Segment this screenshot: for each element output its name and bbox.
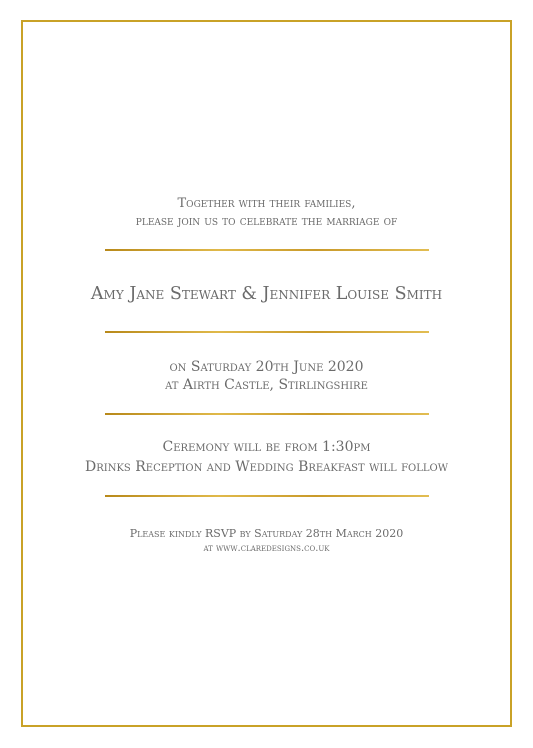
schedule — [0, 437, 533, 477]
couple-names — [0, 284, 533, 304]
gold-divider — [105, 249, 429, 251]
intro-line-celebrate: please join us to celebrate the marriage of — [135, 214, 398, 229]
rsvp-section — [0, 526, 533, 556]
gold-divider — [105, 413, 429, 415]
intro-text — [0, 195, 533, 231]
rsvp-website: at www.claredesigns.co.uk — [203, 543, 330, 554]
intro-line-families: Together with their families, — [177, 196, 356, 211]
reception-info: Drinks Reception and Wedding Breakfast will follow — [85, 459, 448, 475]
couple-names-text: Amy Jane Stewart & Jennifer Louise Smith — [90, 284, 443, 304]
wedding-date: on Saturday 20th June 2020 — [169, 359, 364, 375]
date-venue — [0, 358, 533, 394]
rsvp-deadline: Please kindly RSVP by Saturday 28th March 2020 — [129, 527, 404, 540]
gold-divider — [105, 495, 429, 497]
wedding-venue: at Airth Castle, Stirlingshire — [165, 377, 368, 393]
ceremony-time: Ceremony will be from 1:30pm — [162, 439, 371, 455]
gold-divider — [105, 331, 429, 333]
